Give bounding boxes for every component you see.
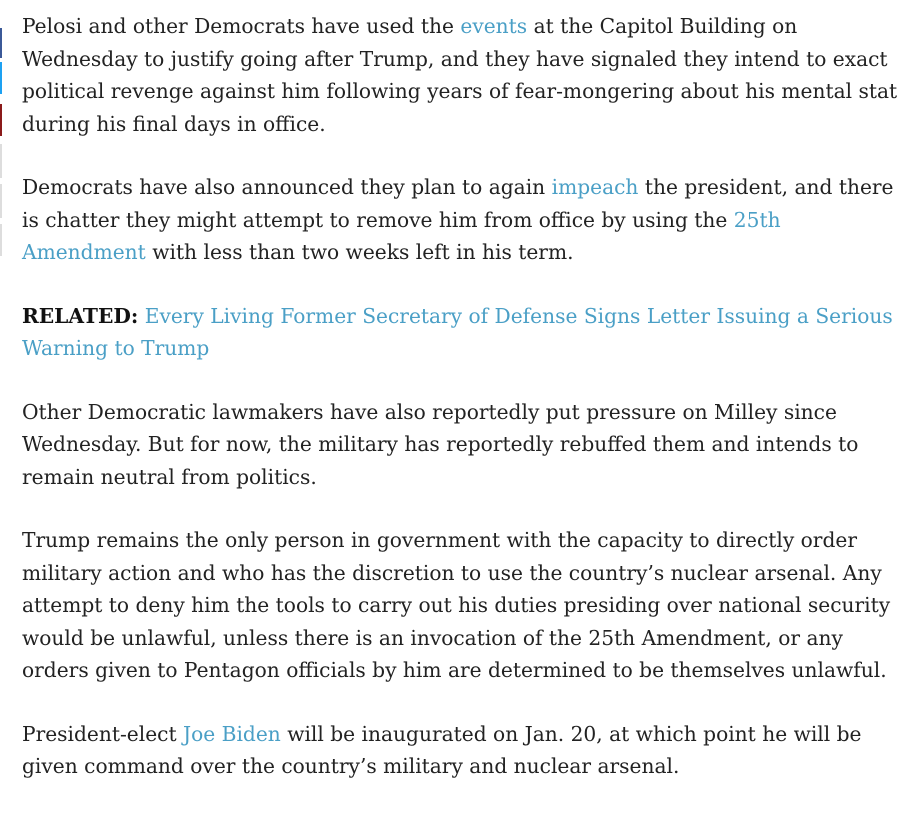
text-line: Other Democratic lawmakers have also reportedly put pressure on Milley since <box>22 399 837 424</box>
text-line: orders given to Pentagon officials by him are determined to be themselves unlawful. <box>22 658 887 682</box>
text-segment: Pelosi and other Democrats have used the <box>22 14 461 38</box>
text-line <box>22 10 842 43</box>
paragraph-4 <box>22 396 859 494</box>
text-line <box>22 236 842 269</box>
text-segment: at the Capitol Building on <box>527 14 798 38</box>
text-segment: Democrats have also announced they plan to again <box>22 175 552 199</box>
text-line: during his final days in office. <box>22 111 326 136</box>
text-segment: with less than two weeks left in his term. <box>145 240 574 264</box>
text-line: remain neutral from politics. <box>22 464 317 489</box>
text-line: Trump remains the only person in government with the capacity to directly order <box>22 528 857 552</box>
impeach-link[interactable]: impeach <box>551 175 639 199</box>
text-line <box>22 332 842 365</box>
text-line: Wednesday to justify going after Trump, and they have signaled they intend to exact <box>22 46 888 71</box>
25th-amendment-link-cont[interactable]: Amendment <box>22 240 146 264</box>
text-segment: President-elect <box>22 721 183 746</box>
paragraph-5 <box>22 524 891 687</box>
paragraph-2 <box>22 171 894 269</box>
email-share-icon[interactable] <box>0 144 2 178</box>
text-line: given command over the country’s military and nuclear arsenal. <box>22 754 680 778</box>
text-line: would be unlawful, unless there is an invocation of the 25th Amendment, or any <box>22 625 843 650</box>
more-share-icon[interactable] <box>0 224 2 256</box>
print-share-icon[interactable] <box>0 184 2 218</box>
paragraph-1 <box>22 10 897 140</box>
text-line <box>22 718 862 751</box>
related-article-link[interactable]: Every Living Former Secretary of Defense Signs Letter Issuing a Serious <box>144 303 893 328</box>
text-line: attempt to deny him the tools to carry out his duties presiding over national security <box>22 593 891 617</box>
events-link[interactable]: events <box>460 14 528 38</box>
text-line <box>22 171 894 204</box>
twitter-share-icon[interactable] <box>0 62 2 94</box>
text-segment: the president, and there <box>638 175 894 199</box>
text-line: military action and who has the discretion to use the country’s nuclear arsenal. Any <box>22 560 882 585</box>
text-segment: is chatter they might attempt to remove him from office by using the <box>22 207 734 232</box>
facebook-share-icon[interactable] <box>0 28 2 58</box>
text-line <box>22 300 893 333</box>
related-label: RELATED: <box>22 303 139 328</box>
flipboard-share-icon[interactable] <box>0 104 2 136</box>
text-line: Wednesday. But for now, the military has reportedly rebuffed them and intends to <box>22 432 859 456</box>
text-line: political revenge against him following years of fear-mongering about his mental stat <box>22 79 897 103</box>
text-segment: will be inaugurated on Jan. 20, at which point he will be <box>280 721 862 746</box>
article-body <box>22 10 897 814</box>
joe-biden-link[interactable]: Joe Biden <box>183 721 281 746</box>
related-article-link-cont[interactable]: Warning to Trump <box>22 336 210 360</box>
paragraph-6 <box>22 718 862 783</box>
text-line <box>22 204 842 237</box>
related-paragraph <box>22 300 893 365</box>
25th-amendment-link[interactable]: 25th <box>733 207 781 232</box>
